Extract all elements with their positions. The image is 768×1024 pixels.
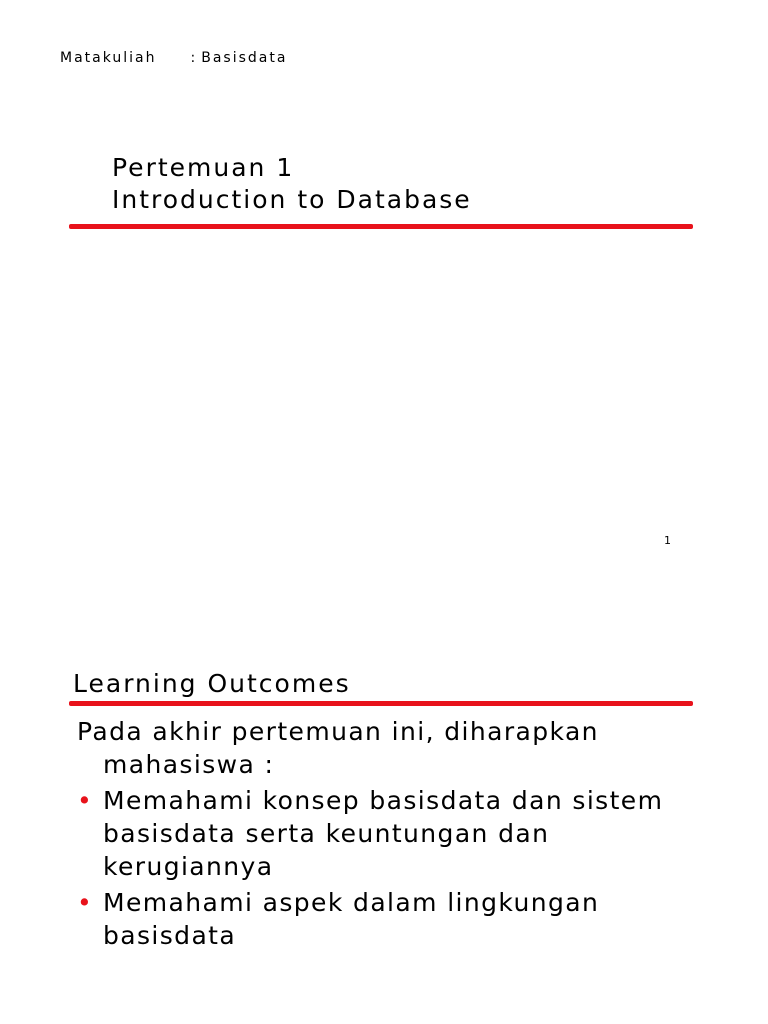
bullet-dot-icon: •	[77, 786, 94, 815]
heading-underline	[69, 701, 693, 706]
bullet-item	[77, 886, 717, 952]
meeting-number: Pertemuan 1	[112, 153, 295, 182]
bullet-dot-icon: •	[77, 888, 94, 917]
bullet-text: Memahami aspek dalam lingkungan basisdata	[103, 888, 600, 950]
title-underline	[69, 224, 693, 229]
course-header	[60, 50, 287, 66]
bullet-item	[77, 784, 717, 883]
intro-paragraph: Pada akhir pertemuan ini, diharapkan mahasiswa :	[77, 717, 599, 779]
topic-title: Introduction to Database	[112, 185, 472, 214]
page-number: 1	[664, 534, 671, 547]
learning-outcomes-heading: Learning Outcomes	[73, 669, 351, 698]
course-label: Matakuliah	[60, 50, 157, 66]
learning-outcomes-body	[77, 715, 717, 955]
slide-title	[112, 152, 472, 216]
course-name: Basisdata	[201, 50, 288, 66]
bullet-text: Memahami konsep basisdata dan sistem basisdata serta keuntungan dan kerugiannya	[103, 786, 664, 881]
course-separator: :	[190, 50, 198, 66]
